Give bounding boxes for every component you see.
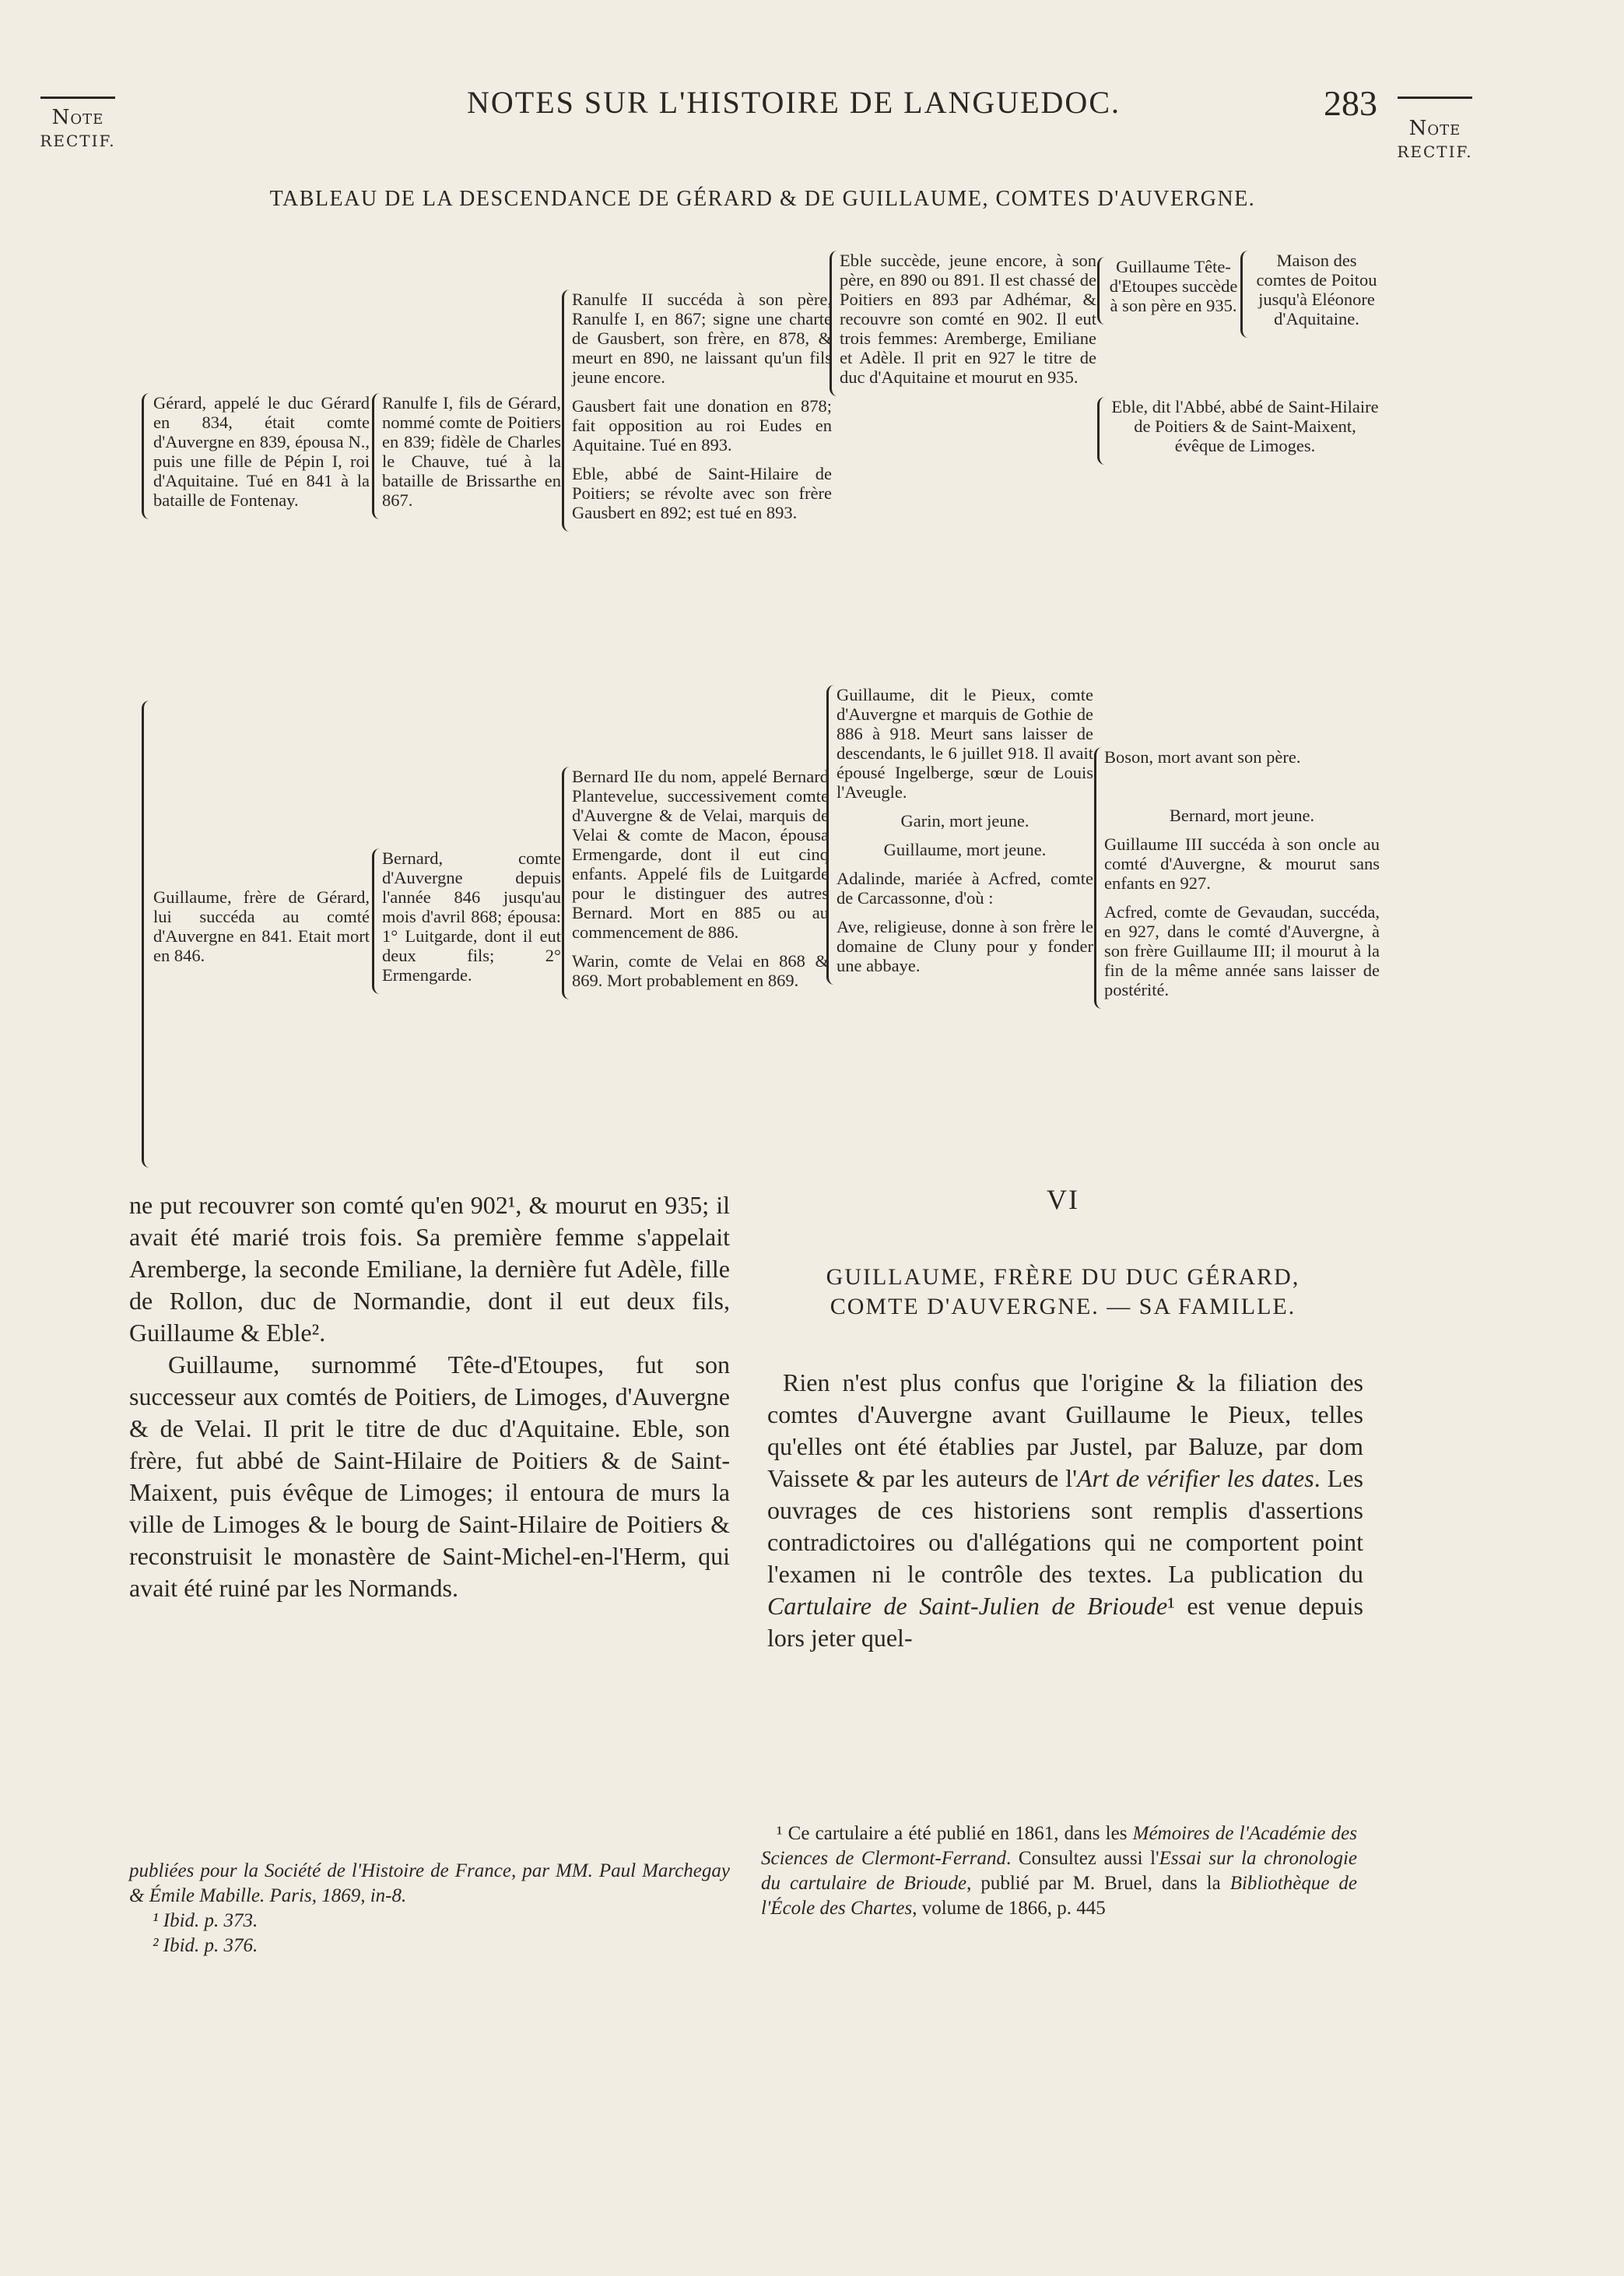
right-fn-a: ¹ Ce cartulaire a été publié en 1861, dans les: [777, 1823, 1133, 1844]
right-footnote: [761, 1821, 1357, 1921]
footnote-2: ² Ibid. p. 376.: [153, 1935, 258, 1956]
table-entry-eble-dit-abbe: [1097, 397, 1383, 465]
section-number: VI: [1047, 1184, 1079, 1215]
table-entry-maison-comtes: [1240, 251, 1383, 338]
right-footnote-text: [761, 1821, 1357, 1921]
table-entry-gerard: [142, 393, 370, 519]
left-margin-note: [31, 106, 125, 153]
gausbert-text: Gausbert fait une donation en 878; fait opposition au roi Eudes en Aquitaine. Tué en 893.: [572, 396, 832, 455]
adalinde-text: Adalinde, mariée à Acfred, comte de Carcassonne, d'où :: [837, 869, 1093, 908]
right-fn-c: , publié par M. Bruel, dans la: [966, 1873, 1230, 1894]
right-margin-note-line1: Note: [1408, 117, 1461, 140]
boson-text: Boson, mort avant son père.: [1104, 747, 1301, 767]
table-entry-bernard-comte: [372, 848, 561, 994]
right-fn-essai: Essai sur la chronologie du cartulaire de Brioude: [761, 1848, 1357, 1894]
left-paragraph-1: ne put recouvrer son comté qu'en 902¹, & mourut en 935; il avait été marié trois fois. Sa première femme s'appelait Aremberge, la seconde Emiliane, la dernière fut Adèle, fille de Rollon, duc de Normandie, dont il eut deux fils, Guillaume & Eble².: [129, 1191, 730, 1347]
page-number: 283: [1324, 83, 1377, 123]
maison-comtes-text: Maison des comtes de Poitou jusqu'à Eléonore d'Aquitaine.: [1256, 251, 1377, 328]
section-heading-line1: GUILLAUME, FRÈRE DU DUC GÉRARD,: [826, 1264, 1300, 1290]
right-fn-memoires: Mémoires de l'Académie des Sciences de Clermont-Ferrand: [761, 1823, 1357, 1869]
table-entry-guillaume-frere: [142, 701, 370, 1168]
ave-text: Ave, religieuse, donne à son frère le domaine de Cluny pour y fonder une abbaye.: [837, 917, 1093, 975]
table-entry-bernard-warin: [562, 767, 829, 999]
right-p1-c: ¹ est venue depuis lors jeter quel-: [767, 1592, 1364, 1652]
right-p1-b: . Les ouvrages de ces historiens sont remplis d'assertions contradictoires ou d'allégations qui ne comportent point l'examen ni le contrôle des textes. La publication du: [767, 1464, 1364, 1588]
right-p1-art: Art de vérifier les dates: [1076, 1464, 1314, 1492]
table-entry-boson-branch: [1094, 747, 1380, 1009]
ranulfe2-text: Ranulfe II succéda à son père, Ranulfe I, en 867; signe une charte de Gausbert, son frère, en 878, & meurt en 890, ne laissant qu'un fils jeune encore.: [572, 290, 832, 387]
table-entry-guillaume-tete: [1097, 257, 1240, 325]
right-text-column: [767, 1367, 1363, 1654]
left-footnotes: [129, 1859, 730, 1958]
right-margin-note-line2: RECTIF.: [1397, 142, 1473, 161]
warin-text: Warin, comte de Velai en 868 & 869. Mort probablement en 869.: [572, 951, 829, 990]
running-title: NOTES SUR L'HISTOIRE DE LANGUEDOC.: [466, 85, 1121, 120]
ranulfe1-text: Ranulfe I, fils de Gérard, nommé comte de Poitiers en 839; fidèle de Charles le Chauve, tué à la bataille de Brissarthe en 867.: [382, 393, 561, 510]
guillaume-tete-text: Guillaume Tête-d'Etoupes succède à son père en 935.: [1109, 257, 1238, 315]
right-fn-b: . Consultez aussi l': [1006, 1848, 1159, 1869]
right-margin-rule: [1398, 97, 1472, 99]
eble-abbe-text: Eble, abbé de Saint-Hilaire de Poitiers; se révolte avec son frère Gausbert en 892; est tué en 893.: [572, 464, 832, 522]
right-fn-biblio: Bibliothèque de l'École des Chartes: [761, 1873, 1357, 1919]
right-p1-cartulaire: Cartulaire de Saint-Julien de Brioude: [767, 1592, 1168, 1620]
guillaume3-text: Guillaume III succéda à son oncle au comté d'Auvergne, & mourut sans enfants en 927.: [1104, 834, 1380, 893]
left-margin-rule: [40, 97, 115, 99]
footnote-continuation: publiées pour la Société de l'Histoire de France, par MM. Paul Marchegay & Émile Mabille. Paris, 1869, in-8.: [129, 1860, 730, 1906]
guillaume-frere-text: Guillaume, frère de Gérard, lui succéda au comté d'Auvergne en 841. Etait mort en 846.: [153, 887, 370, 965]
table-entry-guillaume-pieux-branch: [826, 685, 1093, 985]
left-margin-note-line2: RECTIF.: [40, 132, 116, 150]
table-title: TABLEAU DE LA DESCENDANCE DE GÉRARD & DE GUILLAUME, COMTES D'AUVERGNE.: [269, 187, 1256, 211]
bernard-comte-text: Bernard, comte d'Auvergne depuis l'année 846 jusqu'au mois d'avril 868; épousa: 1° Luitgarde, dont il eut deux fils; 2° Ermengarde.: [382, 848, 561, 985]
garin-text: Garin, mort jeune.: [900, 811, 1029, 831]
bernard2-text: Bernard IIe du nom, appelé Bernard Plantevelue, successivement comte d'Auvergne & de Velai, marquis de Velai & comte de Macon, épousa Ermengarde, dont il eut cinq enfants. Appelé fils de Luitgarde pour le distinguer des autres Bernard. Mort en 885 ou au commencement de 886.: [572, 767, 829, 942]
gerard-text: Gérard, appelé le duc Gérard en 834, était comte d'Auvergne en 839, épousa N., puis une fille de Pépin I, roi d'Aquitaine. Tué en 841 à la bataille de Fontenay.: [153, 393, 370, 510]
table-entry-eble-succede: [830, 251, 1096, 396]
left-text-column: [129, 1189, 730, 1604]
footnote-1: ¹ Ibid. p. 373.: [153, 1910, 258, 1931]
acfred-text: Acfred, comte de Gevaudan, succéda, en 927, dans le comté d'Auvergne, à son frère Guillaume III; il mourut à la fin de la même année sans laisser de postérité.: [1104, 902, 1380, 999]
section-heading-line2: COMTE D'AUVERGNE. — SA FAMILLE.: [830, 1294, 1296, 1319]
right-paragraph-1: [767, 1367, 1363, 1654]
left-margin-note-line1: Note: [51, 106, 104, 129]
bernard-jeune-text: Bernard, mort jeune.: [1169, 806, 1315, 825]
right-fn-d: , volume de 1866, p. 445: [912, 1898, 1106, 1919]
right-p1-a: Rien n'est plus confus que l'origine & la filiation des comtes d'Auvergne avant Guillaume le Pieux, telles qu'elles ont été établies par Justel, par Baluze, par dom Vaissete & par les auteurs de l': [767, 1368, 1363, 1492]
guillaume-pieux-text: Guillaume, dit le Pieux, comte d'Auvergne et marquis de Gothie de 886 à 918. Meurt sans laisser de descendants, le 6 juillet 918. Il avait épousé Ingelberge, sœur de Louis l'Aveugle.: [837, 685, 1093, 802]
right-margin-note: [1388, 117, 1482, 163]
left-paragraph-2: Guillaume, surnommé Tête-d'Etoupes, fut son successeur aux comtés de Poitiers, de Limoges, d'Auvergne & de Velai. Il prit le titre de duc d'Aquitaine. Eble, son frère, fut abbé de Saint-Hilaire de Poitiers & de Saint-Maixent, puis évêque de Limoges; il entoura de murs la ville de Limoges & le bourg de Saint-Hilaire de Poitiers & reconstruisit le monastère de Saint-Michel-en-l'Herm, qui avait été ruiné par les Normands.: [129, 1350, 730, 1602]
table-entry-ranulfe1: [372, 393, 561, 519]
eble-dit-abbe-text: Eble, dit l'Abbé, abbé de Saint-Hilaire de Poitiers & de Saint-Maixent, évêque de Limoges.: [1111, 397, 1379, 455]
section-heading: [763, 1263, 1363, 1322]
guillaume-mort-text: Guillaume, mort jeune.: [883, 840, 1047, 859]
table-entry-ranulfe-branch: [562, 290, 832, 532]
eble-succede-text: Eble succède, jeune encore, à son père, en 890 ou 891. Il est chassé de Poitiers en 893 par Adhémar, & recouvre son comté en 902. Il eut trois femmes: Aremberge, Emiliane et Adèle. Il prit en 927 le titre de duc d'Aquitaine et mourut en 935.: [840, 251, 1096, 387]
